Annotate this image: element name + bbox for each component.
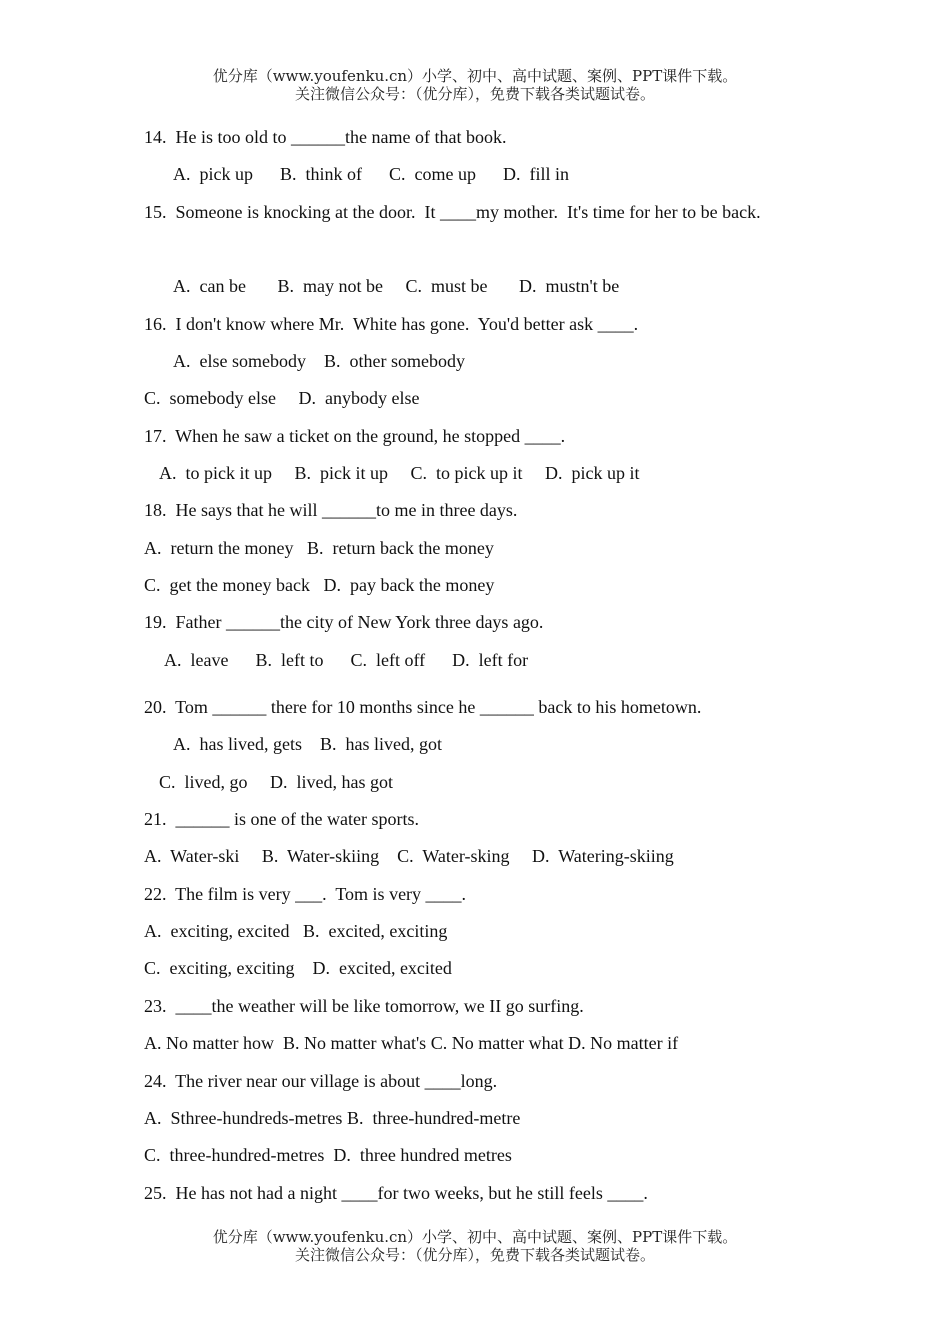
footer-line-2: 关注微信公众号：（优分库），免费下载各类试题试卷。 xyxy=(294,1246,655,1264)
footer-line-1: 优分库（www.youfenku.cn）小学、初中、高中试题、案例、PPT课件下载。 xyxy=(212,1228,738,1246)
question-22-options-line-2: C. exciting, exciting D. excited, excited xyxy=(144,958,452,978)
question-21-options: A. Water-ski B. Water-skiing C. Water-sking D. Watering-skiing xyxy=(144,846,674,866)
question-19-options: A. leave B. left to C. left off D. left for xyxy=(164,650,529,670)
question-14-options: A. pick up B. think of C. come up D. fill in xyxy=(173,164,569,184)
header-line-1: 优分库（www.youfenku.cn）小学、初中、高中试题、案例、PPT课件下载。 xyxy=(212,67,738,85)
question-18-options-line-2: C. get the money back D. pay back the money xyxy=(144,575,495,595)
question-19: 19. Father ______the city of New York three days ago. xyxy=(144,612,544,632)
question-21: 21. ______ is one of the water sports. xyxy=(144,809,419,829)
page-header xyxy=(0,67,950,103)
header-line-2: 关注微信公众号：（优分库），免费下载各类试题试卷。 xyxy=(294,85,655,103)
question-17-options: A. to pick it up B. pick it up C. to pick up it D. pick up it xyxy=(159,463,640,483)
page-footer xyxy=(0,1228,950,1264)
question-17: 17. When he saw a ticket on the ground, he stopped ____. xyxy=(144,426,566,446)
question-20-options-line-2: C. lived, go D. lived, has got xyxy=(159,772,393,792)
question-24: 24. The river near our village is about ____long. xyxy=(144,1071,498,1091)
question-25: 25. He has not had a night ____for two weeks, but he still feels ____. xyxy=(144,1183,648,1203)
question-23: 23. ____the weather will be like tomorrow, we II go surfing. xyxy=(144,996,584,1016)
question-24-options-line-1: A. Sthree-hundreds-metres B. three-hundred-metre xyxy=(144,1108,521,1128)
question-23-options: A. No matter how B. No matter what's C. No matter what D. No matter if xyxy=(144,1033,679,1053)
question-16: 16. I don't know where Mr. White has gone. You'd better ask ____. xyxy=(144,314,639,334)
question-14: 14. He is too old to ______the name of that book. xyxy=(144,127,507,147)
question-24-options-line-2: C. three-hundred-metres D. three hundred metres xyxy=(144,1145,512,1165)
question-16-options-line-1: A. else somebody B. other somebody xyxy=(173,351,465,371)
question-18: 18. He says that he will ______to me in three days. xyxy=(144,500,518,520)
question-20-options-line-1: A. has lived, gets B. has lived, got xyxy=(173,734,442,754)
question-15: 15. Someone is knocking at the door. It ____my mother. It's time for her to be back. xyxy=(144,202,761,222)
question-22-options-line-1: A. exciting, excited B. excited, exciting xyxy=(144,921,448,941)
question-20: 20. Tom ______ there for 10 months since he ______ back to his hometown. xyxy=(144,697,702,717)
question-16-options-line-2: C. somebody else D. anybody else xyxy=(144,388,420,408)
question-22: 22. The film is very ___. Tom is very ____. xyxy=(144,884,467,904)
question-15-options: A. can be B. may not be C. must be D. mustn't be xyxy=(173,276,620,296)
question-18-options-line-1: A. return the money B. return back the money xyxy=(144,538,494,558)
